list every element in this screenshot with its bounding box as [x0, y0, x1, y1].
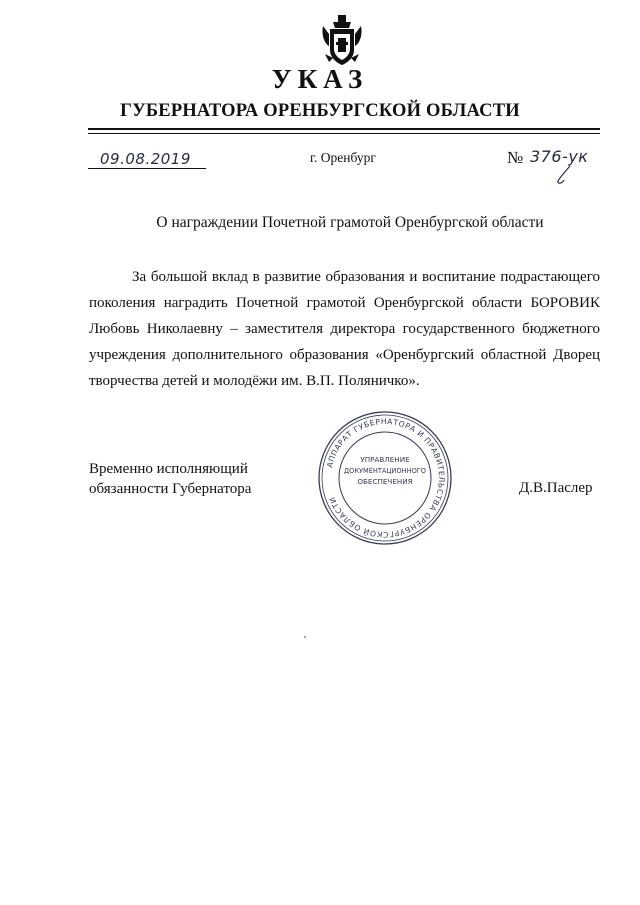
number-sign: №	[507, 148, 524, 167]
signer-name: Д.В.Паслер	[519, 480, 593, 496]
stamp-ring-text: АППАРАТ ГУБЕРНАТОРА И ПРАВИТЕЛЬСТВА ОРЕНБУРГСКОЙ ОБЛАСТИ	[325, 416, 447, 540]
stamp-line3: ОБЕСПЕЧЕНИЯ	[357, 477, 413, 486]
body-paragraph: За большой вклад в развитие образования и воспитание подрастающего поколения наградить Почетной грамотой Оренбургской области БОРОВИК Любовь Николаевну – заместителя директора государственного бюджетного учреждения дополнительного образования «Оренбургский областной Дворец творчества детей и молодёжи им. В.П. Поляничко».	[89, 269, 600, 389]
signer-position-line1: Временно исполняющий	[89, 461, 248, 477]
document-body	[89, 264, 600, 394]
stamp-line1: УПРАВЛЕНИЕ	[360, 455, 410, 464]
document-subject: О награждении Почетной грамотой Оренбургской области	[156, 214, 544, 231]
official-stamp	[316, 409, 454, 547]
document-type-title: УКАЗ	[271, 64, 369, 94]
decree-number: 376-ук	[530, 147, 589, 166]
signer-position-line2: обязанности Губернатора	[89, 481, 252, 497]
header-rule-thick	[88, 128, 600, 130]
scan-speck	[304, 636, 306, 638]
signer-position	[89, 459, 251, 499]
number-handwriting-flourish	[546, 165, 576, 185]
date-underline	[88, 168, 206, 169]
city-label: г. Оренбург	[310, 150, 376, 165]
issuer-subtitle: ГУБЕРНАТОРА ОРЕНБУРГСКОЙ ОБЛАСТИ	[120, 101, 520, 121]
coat-of-arms-icon	[319, 14, 365, 66]
decree-date: 09.08.2019	[100, 150, 191, 168]
stamp-line2: ДОКУМЕНТАЦИОННОГО	[344, 467, 426, 475]
header-rule-thin	[88, 133, 600, 134]
